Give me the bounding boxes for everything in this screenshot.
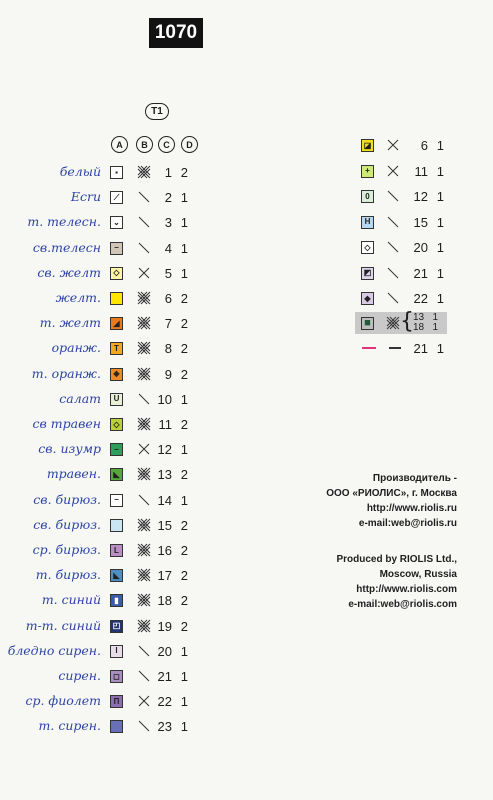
thread-count-d: 1 bbox=[180, 215, 188, 231]
color-symbol-icon: ◣ bbox=[110, 468, 123, 481]
thread-count-d: 2 bbox=[180, 618, 188, 634]
legend-row bbox=[0, 464, 230, 488]
thread-count-c: 4 bbox=[164, 240, 172, 256]
cross-stitch-icon bbox=[137, 442, 151, 456]
legend-row bbox=[0, 212, 230, 236]
thread-count-d: 2 bbox=[180, 467, 188, 483]
cross-stitch-icon bbox=[386, 316, 400, 330]
legend-row bbox=[0, 187, 230, 211]
thread-count-d: 2 bbox=[180, 165, 188, 180]
thread-count-d: 1 bbox=[180, 492, 188, 508]
thread-count-c: 15 bbox=[413, 214, 428, 230]
back-stitch-icon bbox=[137, 215, 151, 229]
legend-row bbox=[0, 716, 230, 740]
blend-values-top: 13 1 bbox=[413, 312, 439, 323]
cross-stitch-double-icon bbox=[137, 165, 151, 179]
color-name-handwritten: сирен. bbox=[58, 668, 101, 683]
back-stitch-icon bbox=[137, 190, 151, 204]
color-symbol-icon: T bbox=[110, 342, 123, 355]
thread-count-c: 1 bbox=[164, 165, 172, 180]
legend-row-right bbox=[355, 262, 465, 286]
color-name-handwritten: св. желт bbox=[37, 264, 101, 280]
color-name-handwritten: св. бирюз. bbox=[33, 516, 101, 532]
thread-count-c: 20 bbox=[413, 240, 428, 255]
color-symbol-icon bbox=[110, 292, 123, 305]
thread-count-d: 2 bbox=[180, 341, 188, 357]
table-id-label: T1 bbox=[145, 103, 169, 120]
color-symbol-icon: − bbox=[110, 242, 123, 255]
cross-stitch-double-icon bbox=[137, 367, 151, 381]
thread-count-c: 16 bbox=[157, 543, 172, 558]
thread-count-d: 1 bbox=[436, 138, 444, 153]
thread-count-d: 2 bbox=[180, 291, 188, 306]
color-symbol-icon bbox=[110, 519, 123, 532]
color-symbol-icon: П bbox=[110, 695, 123, 708]
thread-count-d: 2 bbox=[180, 568, 188, 584]
legend-row bbox=[0, 641, 230, 665]
thread-count-d: 1 bbox=[180, 719, 188, 735]
cross-stitch-icon bbox=[386, 138, 400, 152]
manufacturer-ru-line: Производитель - bbox=[372, 473, 457, 484]
thread-count-d: 1 bbox=[180, 442, 188, 458]
cross-stitch-icon bbox=[137, 694, 151, 708]
legend-row bbox=[0, 162, 230, 186]
blend-brace-icon: { bbox=[400, 309, 414, 334]
legend-row bbox=[0, 364, 230, 388]
cross-stitch-double-icon bbox=[137, 518, 151, 532]
thread-count-c: 21 bbox=[413, 265, 428, 281]
color-name-handwritten: ср. бирюз. bbox=[32, 542, 101, 557]
thread-count-d: 2 bbox=[180, 366, 188, 382]
thread-count-c: 14 bbox=[157, 492, 172, 508]
legend-row bbox=[0, 616, 230, 640]
thread-count-d: 1 bbox=[180, 265, 188, 281]
legend-row-right bbox=[355, 160, 465, 184]
manufacturer-en-line: Produced by RIOLIS Ltd., bbox=[336, 554, 457, 565]
color-symbol-icon: H bbox=[361, 216, 374, 229]
thread-count-c: 20 bbox=[157, 643, 172, 659]
color-name-handwritten: св.телесн bbox=[32, 239, 101, 255]
legend-row bbox=[0, 313, 230, 337]
back-stitch-icon bbox=[137, 493, 151, 507]
thread-count-d: 1 bbox=[436, 214, 444, 230]
legend-row-right bbox=[355, 236, 465, 260]
column-header-d: D bbox=[181, 136, 198, 153]
thread-count-c: 21 bbox=[157, 669, 172, 684]
manufacturer-en-email[interactable]: e-mail:web@riolis.com bbox=[348, 599, 457, 610]
color-name-handwritten: оранж. bbox=[51, 340, 101, 356]
legend-row bbox=[0, 691, 230, 715]
color-name-handwritten: желт. bbox=[55, 290, 101, 305]
color-symbol-icon: ◢ bbox=[110, 317, 123, 330]
thread-count-c: 13 bbox=[157, 467, 172, 483]
legend-row-right bbox=[355, 185, 465, 209]
thread-count-c: 7 bbox=[164, 316, 172, 332]
legend-row-right bbox=[355, 134, 465, 158]
color-symbol-icon: 0 bbox=[361, 190, 374, 203]
manufacturer-ru-email[interactable]: e-mail:web@riolis.ru bbox=[358, 518, 457, 529]
color-symbol-icon: ⟋ bbox=[110, 191, 123, 204]
color-name-handwritten: ср. фиолет bbox=[25, 693, 101, 709]
color-symbol-icon: U bbox=[110, 393, 123, 406]
thread-count-c: 6 bbox=[420, 138, 428, 153]
thread-count-c: 11 bbox=[158, 417, 172, 432]
cross-stitch-double-icon bbox=[137, 619, 151, 633]
manufacturer-en-url[interactable]: http://www.riolis.com bbox=[356, 584, 457, 595]
color-name-handwritten: т-т. синий bbox=[25, 617, 101, 633]
back-stitch-icon bbox=[137, 241, 151, 255]
color-name-handwritten: Ecru bbox=[70, 189, 101, 205]
thread-count-c: 9 bbox=[164, 366, 172, 382]
thread-count-d: 1 bbox=[436, 291, 444, 306]
thread-count-c: 12 bbox=[157, 442, 172, 458]
color-symbol-icon: L bbox=[110, 544, 123, 557]
legend-row-right bbox=[355, 211, 465, 235]
thread-count-c: 22 bbox=[157, 694, 172, 710]
back-stitch-icon bbox=[386, 189, 400, 203]
legend-row bbox=[0, 490, 230, 514]
legend-row bbox=[0, 338, 230, 362]
color-symbol-icon: I bbox=[110, 645, 123, 658]
thread-count-d: 1 bbox=[180, 391, 188, 407]
color-name-handwritten: т. телесн. bbox=[27, 214, 101, 230]
color-name-handwritten: т. бирюз. bbox=[35, 567, 101, 583]
cross-stitch-double-icon bbox=[137, 543, 151, 557]
thread-count-d: 1 bbox=[436, 163, 444, 179]
line-count-c: 21 bbox=[413, 341, 428, 356]
legend-row bbox=[0, 540, 230, 564]
thread-count-d: 2 bbox=[180, 417, 188, 432]
legend-row bbox=[0, 238, 230, 262]
color-symbol-icon: ▮ bbox=[110, 594, 123, 607]
thread-count-d: 1 bbox=[180, 240, 188, 256]
thread-count-c: 18 bbox=[157, 593, 172, 609]
thread-count-c: 22 bbox=[413, 291, 428, 306]
column-header-c: C bbox=[158, 136, 175, 153]
back-stitch-icon bbox=[386, 291, 400, 305]
backstitch-line-sample bbox=[362, 347, 376, 349]
color-symbol-icon: ◆ bbox=[361, 292, 374, 305]
color-symbol-icon: ◪ bbox=[361, 139, 374, 152]
cross-stitch-double-icon bbox=[137, 341, 151, 355]
legend-row bbox=[0, 288, 230, 312]
back-stitch-icon bbox=[386, 240, 400, 254]
back-stitch-icon bbox=[137, 669, 151, 683]
manufacturer-en-line: Moscow, Russia bbox=[379, 569, 457, 580]
thread-count-d: 1 bbox=[436, 240, 444, 255]
back-stitch-icon bbox=[137, 392, 151, 406]
manufacturer-ru-url[interactable]: http://www.riolis.ru bbox=[366, 503, 457, 514]
manufacturer-ru-line: ООО «РИОЛИС», г. Москва bbox=[326, 488, 457, 499]
thread-count-d: 1 bbox=[436, 265, 444, 281]
manufacturer-info-ru bbox=[326, 471, 457, 531]
thread-count-d: 1 bbox=[180, 190, 188, 206]
thread-count-d: 2 bbox=[180, 517, 188, 533]
thread-count-c: 5 bbox=[164, 265, 172, 281]
color-name-handwritten: св. бирюз. bbox=[33, 491, 101, 507]
color-symbol-icon: ◣ bbox=[110, 569, 123, 582]
thread-count-d: 2 bbox=[180, 593, 188, 609]
thread-count-c: 6 bbox=[164, 291, 172, 306]
color-name-handwritten: т. оранж. bbox=[31, 365, 101, 381]
cross-stitch-double-icon bbox=[137, 417, 151, 431]
cross-stitch-double-icon bbox=[137, 593, 151, 607]
legend-row bbox=[0, 666, 230, 690]
blend-values-bottom: 18 1 bbox=[413, 322, 439, 333]
thread-count-d: 2 bbox=[180, 543, 188, 558]
thread-count-c: 15 bbox=[157, 517, 172, 533]
color-symbol-icon: ⌄ bbox=[110, 216, 123, 229]
color-name-handwritten: бледно сирен. bbox=[7, 642, 101, 658]
thread-count-c: 19 bbox=[157, 618, 172, 634]
thread-count-d: 1 bbox=[180, 669, 188, 684]
cross-stitch-double-icon bbox=[137, 568, 151, 582]
color-symbol-icon: − bbox=[110, 494, 123, 507]
color-symbol-icon: ◰ bbox=[110, 620, 123, 633]
cross-stitch-double-icon bbox=[137, 316, 151, 330]
color-symbol-icon: ◇ bbox=[110, 418, 123, 431]
color-symbol-icon: ◇ bbox=[361, 241, 374, 254]
thread-count-c: 3 bbox=[164, 215, 172, 231]
thread-count-c: 23 bbox=[157, 719, 172, 735]
color-name-handwritten: салат bbox=[59, 390, 101, 406]
thread-count-c: 12 bbox=[413, 189, 428, 204]
thread-count-c: 2 bbox=[164, 190, 172, 206]
color-symbol-icon: ▪ bbox=[110, 166, 123, 179]
thread-count-d: 1 bbox=[180, 694, 188, 710]
color-symbol-icon: ◻ bbox=[110, 670, 123, 683]
thread-count-d: 1 bbox=[180, 643, 188, 659]
color-name-handwritten: св травен bbox=[32, 416, 101, 431]
color-name-handwritten: т. сирен. bbox=[38, 718, 101, 734]
cross-stitch-icon bbox=[386, 164, 400, 178]
cross-stitch-double-icon bbox=[137, 467, 151, 481]
legend-row bbox=[0, 515, 230, 539]
color-symbol-icon: + bbox=[361, 165, 374, 178]
color-symbol-icon: ◈ bbox=[110, 368, 123, 381]
color-name-handwritten: травен. bbox=[46, 466, 101, 482]
legend-row-right bbox=[355, 287, 465, 311]
thread-count-d: 1 bbox=[436, 189, 444, 204]
color-symbol-icon: ◇ bbox=[110, 267, 123, 280]
back-stitch-icon bbox=[386, 215, 400, 229]
column-header-a: A bbox=[111, 136, 128, 153]
cross-stitch-double-icon bbox=[137, 291, 151, 305]
color-symbol-icon: ◩ bbox=[361, 267, 374, 280]
thread-count-c: 10 bbox=[157, 391, 172, 407]
page-number-badge: 1070 bbox=[149, 18, 203, 48]
thread-count-d: 2 bbox=[180, 316, 188, 332]
manufacturer-info-en bbox=[336, 552, 457, 612]
backstitch-dash-icon bbox=[389, 347, 401, 349]
line-count-d: 1 bbox=[436, 341, 444, 356]
legend-row bbox=[0, 389, 230, 413]
legend-row bbox=[0, 439, 230, 463]
color-name-handwritten: св. изумр bbox=[38, 441, 101, 457]
color-symbol-icon bbox=[110, 720, 123, 733]
legend-row bbox=[0, 565, 230, 589]
back-stitch-icon bbox=[137, 719, 151, 733]
color-name-handwritten: т. желт bbox=[39, 315, 101, 331]
color-name-handwritten: белый bbox=[59, 164, 101, 179]
thread-count-c: 17 bbox=[157, 568, 172, 584]
legend-row bbox=[0, 414, 230, 438]
legend-row bbox=[0, 263, 230, 287]
back-stitch-icon bbox=[137, 644, 151, 658]
blend-symbol-icon: ■ bbox=[361, 317, 374, 330]
thread-count-c: 11 bbox=[414, 163, 428, 179]
thread-count-c: 8 bbox=[164, 341, 172, 357]
cross-stitch-icon bbox=[137, 266, 151, 280]
back-stitch-icon bbox=[386, 266, 400, 280]
legend-row bbox=[0, 590, 230, 614]
color-symbol-icon: − bbox=[110, 443, 123, 456]
column-header-b: B bbox=[136, 136, 153, 153]
color-name-handwritten: т. синий bbox=[41, 592, 101, 608]
